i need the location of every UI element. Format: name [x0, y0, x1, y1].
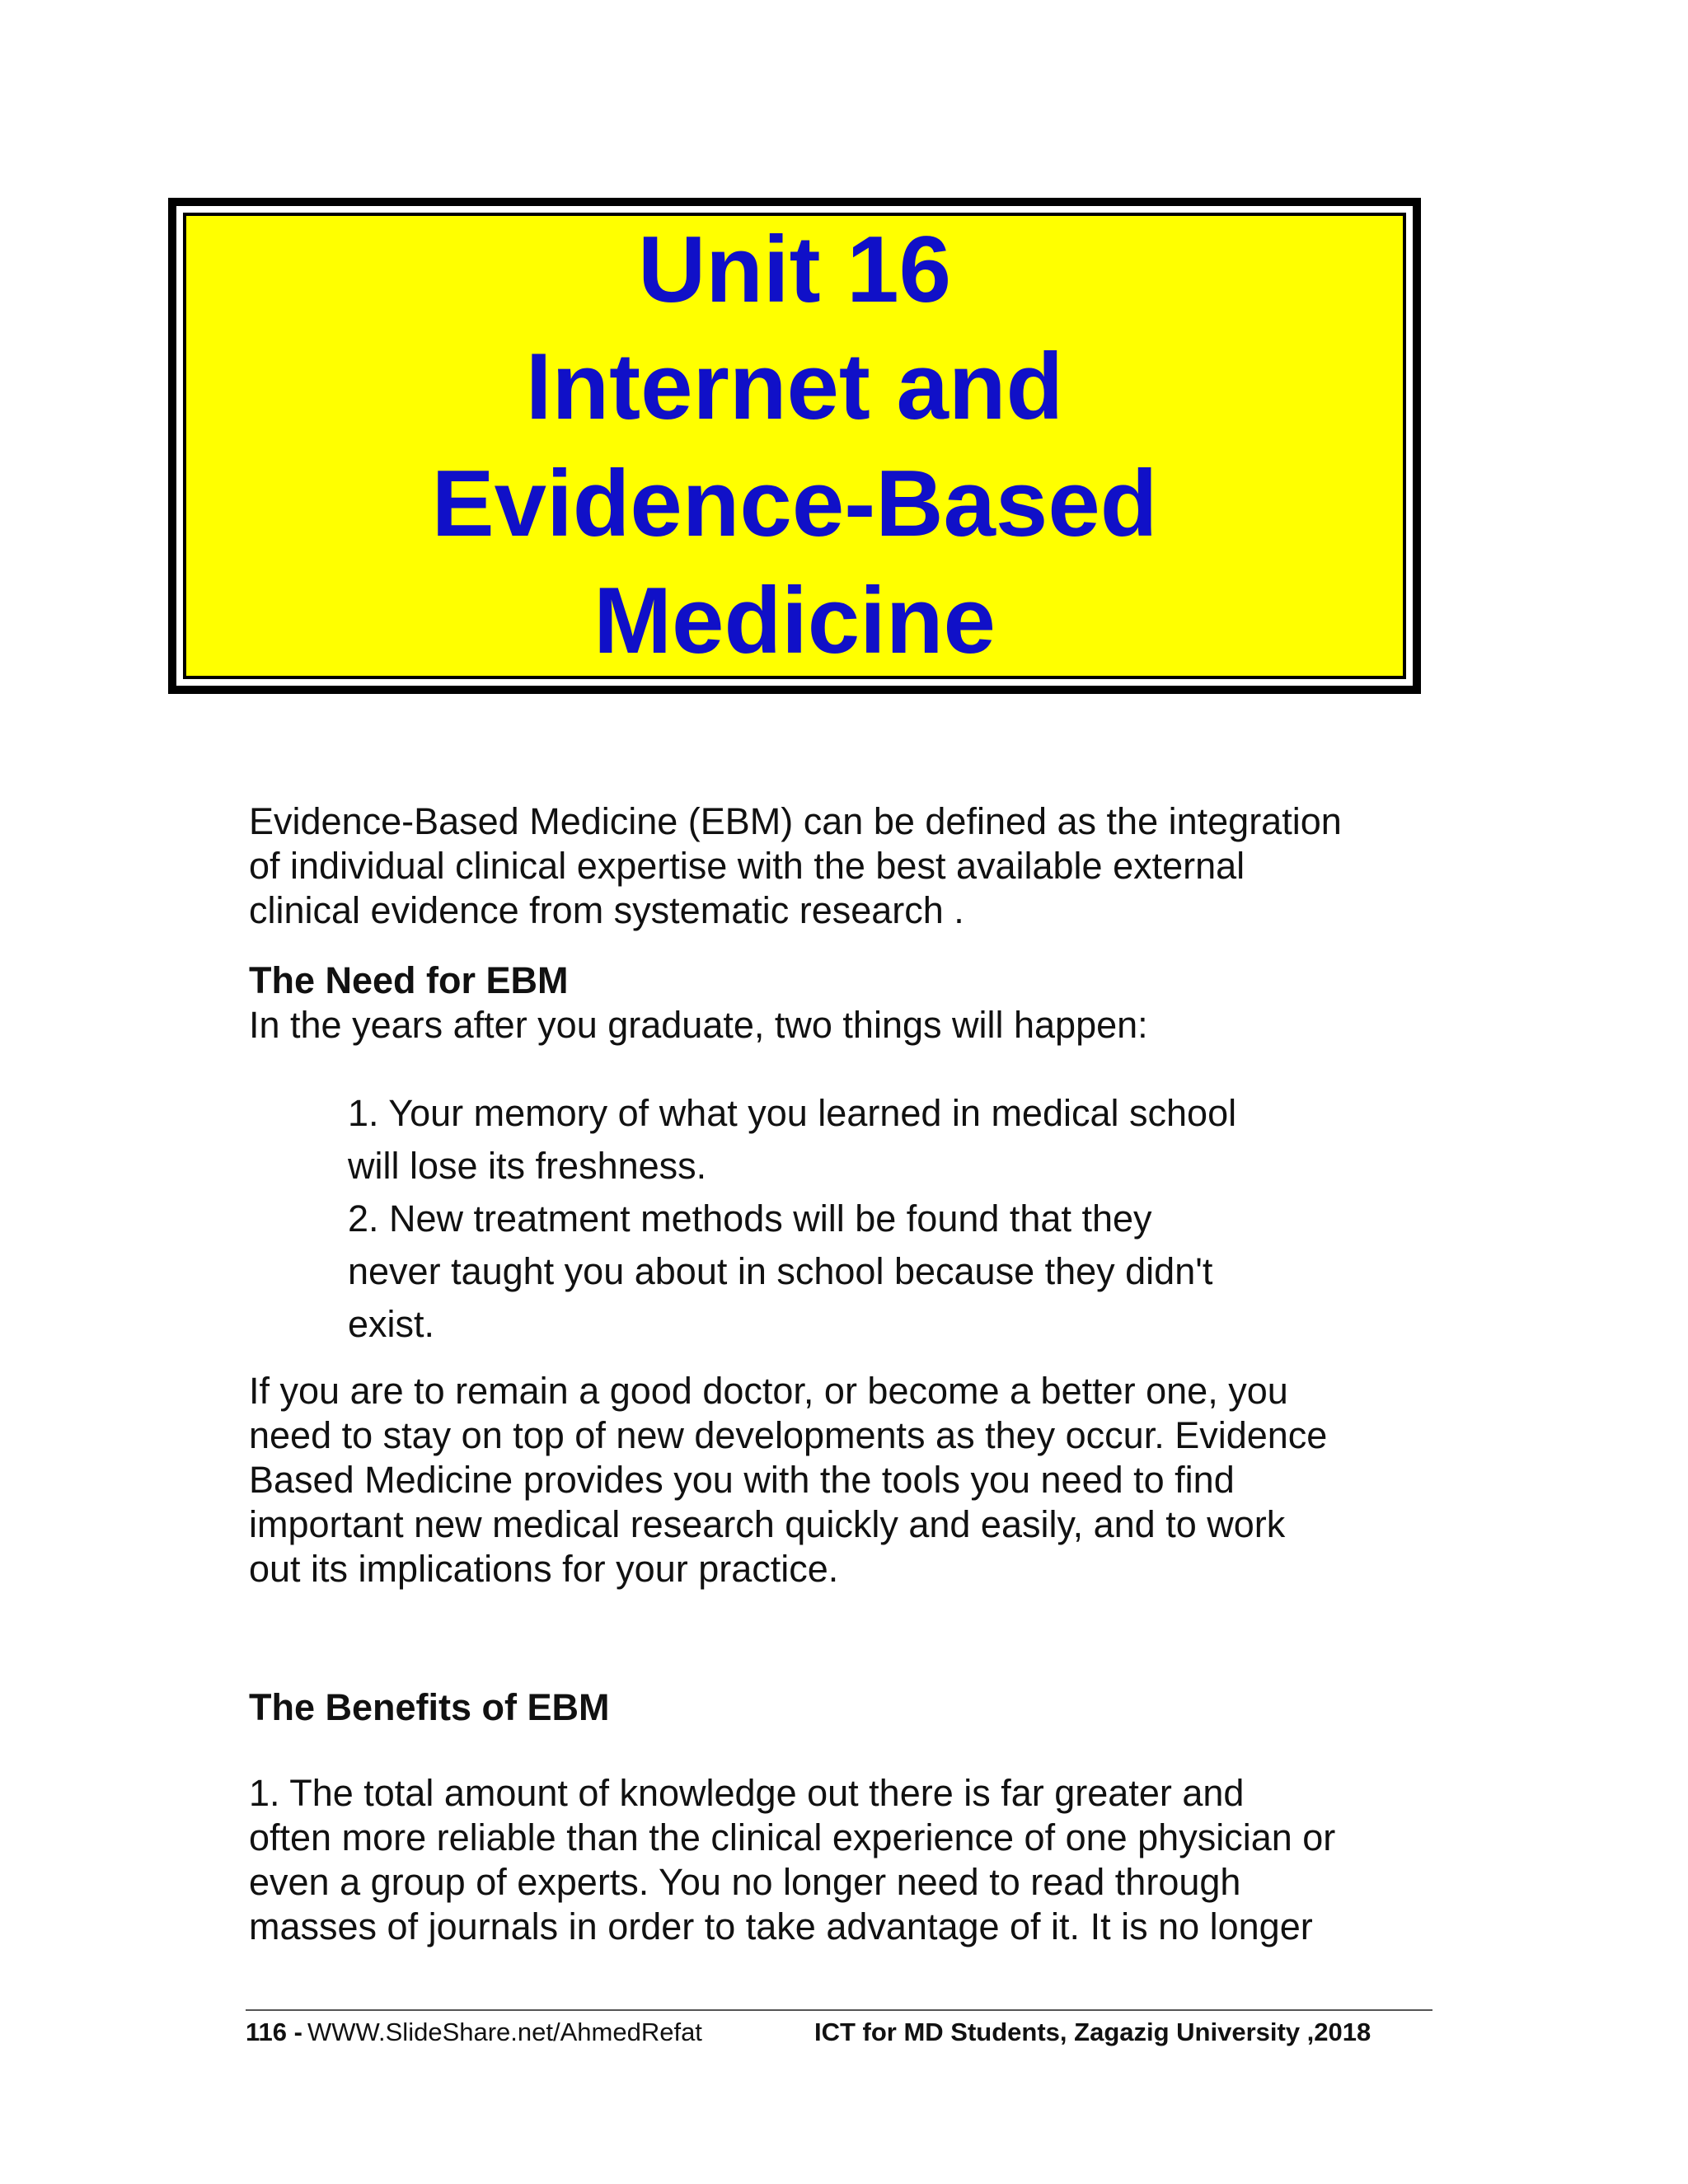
footer-course-title: ICT for MD Students, Zagazig University ,2018 [814, 2018, 1372, 2046]
benefits-line: 1. The total amount of knowledge out there is far greater and [249, 1772, 1245, 1814]
benefits-paragraph [249, 1771, 1419, 1949]
list-item-line: 2. New treatment methods will be found that they [348, 1197, 1152, 1240]
unit-title-line-4: Medicine [593, 569, 996, 673]
footer-divider [246, 2009, 1432, 2011]
intro-line: Evidence-Based Medicine (EBM) can be defined as the integration [249, 800, 1342, 842]
conclusion-line: Based Medicine provides you with the tools you need to find [249, 1459, 1235, 1501]
intro-paragraph [249, 799, 1419, 933]
footer-site-link[interactable]: WWW.SlideShare.net/AhmedRefat [307, 2018, 702, 2046]
benefits-line: even a group of experts. You no longer need to read through [249, 1861, 1241, 1903]
benefits-line: often more reliable than the clinical experience of one physician or [249, 1816, 1336, 1858]
unit-title-panel [183, 213, 1406, 679]
conclusion-line: If you are to remain a good doctor, or become a better one, you [249, 1370, 1288, 1412]
list-item-line: never taught you about in school because they didn't [348, 1250, 1213, 1292]
need-heading: The Need for EBM [249, 959, 569, 1001]
list-item-line: 1. Your memory of what you learned in medical school [348, 1092, 1237, 1134]
intro-line: of individual clinical expertise with the best available external [249, 845, 1245, 887]
conclusion-line: important new medical research quickly and easily, and to work [249, 1503, 1286, 1545]
list-item-line: exist. [348, 1303, 435, 1345]
benefits-line: masses of journals in order to take advantage of it. It is no longer [249, 1905, 1313, 1947]
unit-title-line-1: Unit 16 [637, 218, 952, 322]
list-item-line: will lose its freshness. [348, 1145, 707, 1187]
need-conclusion-paragraph [249, 1369, 1419, 1591]
unit-title-line-3: Evidence-Based [431, 452, 1158, 556]
conclusion-line: need to stay on top of new developments as they occur. Evidence [249, 1414, 1328, 1456]
need-list [348, 1087, 1419, 1351]
unit-title-box [168, 198, 1421, 694]
conclusion-line: out its implications for your practice. [249, 1548, 839, 1590]
document-body [249, 799, 1419, 1949]
need-lead: In the years after you graduate, two things will happen: [249, 1004, 1148, 1046]
benefits-heading: The Benefits of EBM [249, 1686, 610, 1728]
page-number: 116 - [246, 2018, 302, 2046]
unit-title-line-2: Internet and [525, 335, 1064, 439]
page-footer [246, 2016, 1432, 2049]
intro-line: clinical evidence from systematic research . [249, 889, 964, 931]
